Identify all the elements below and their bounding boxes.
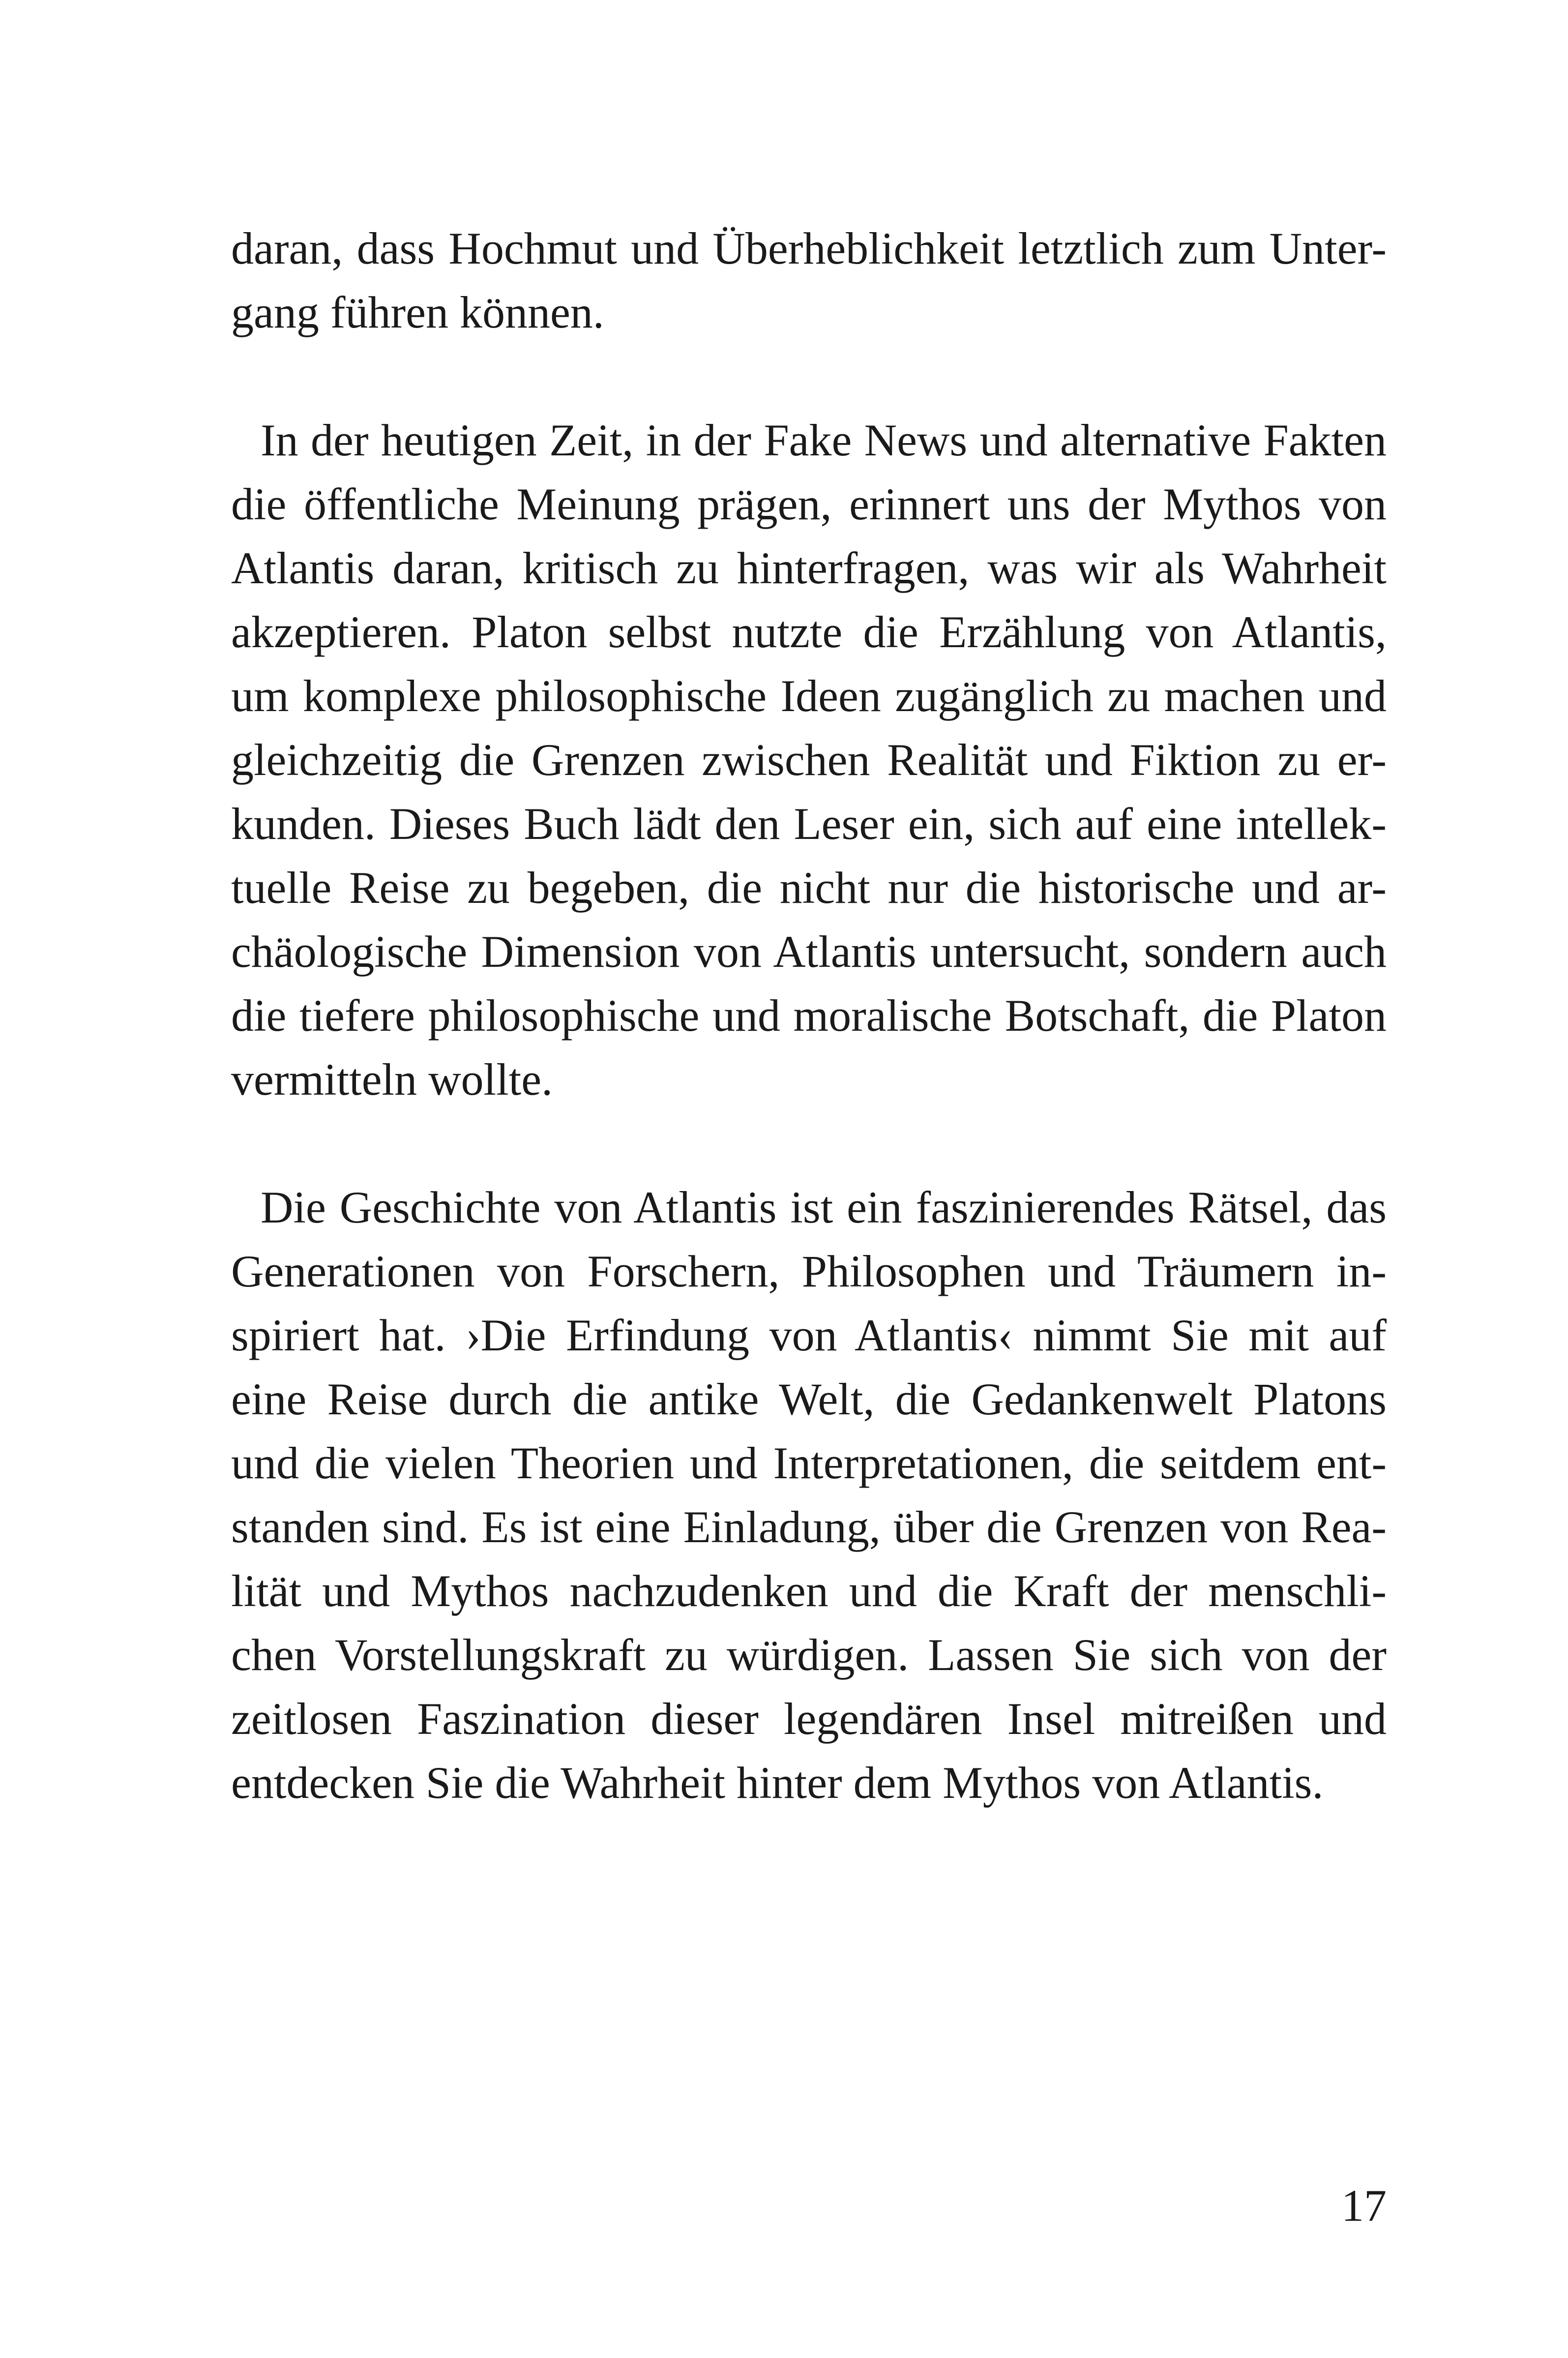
paragraph-1 bbox=[231, 216, 1387, 344]
text-line: daran, dass Hochmut und Überheblichkeit letztlich zum Unter- bbox=[231, 223, 1387, 273]
text-line: entdecken Sie die Wahrheit hinter dem Mythos von Atlantis. bbox=[231, 1758, 1324, 1808]
text-line: um komplexe philosophische Ideen zugänglich zu machen und bbox=[231, 671, 1387, 721]
text-line: Generationen von Forschern, Philosophen und Träumern in- bbox=[231, 1246, 1387, 1296]
body-text bbox=[231, 216, 1387, 1815]
text-line: lität und Mythos nachzudenken und die Kraft der menschli- bbox=[231, 1566, 1387, 1616]
text-line: die öffentliche Meinung prägen, erinnert uns der Mythos von bbox=[231, 479, 1387, 529]
text-line: die tiefere philosophische und moralische Botschaft, die Platon bbox=[231, 990, 1387, 1041]
text-line: zeitlosen Faszination dieser legendären Insel mitreißen und bbox=[231, 1694, 1387, 1744]
paragraph-3 bbox=[231, 1175, 1387, 1815]
text-line: chen Vorstellungskraft zu würdigen. Lassen Sie sich von der bbox=[231, 1630, 1387, 1680]
text-line: In der heutigen Zeit, in der Fake News und alternative Fakten bbox=[261, 415, 1387, 465]
text-line: tuelle Reise zu begeben, die nicht nur die historische und ar- bbox=[231, 863, 1387, 913]
text-line: gang führen können. bbox=[231, 287, 604, 337]
text-line: gleichzeitig die Grenzen zwischen Realität und Fiktion zu er- bbox=[231, 735, 1387, 785]
text-line: standen sind. Es ist eine Einladung, über die Grenzen von Rea- bbox=[231, 1502, 1387, 1552]
text-line: spiriert hat. ›Die Erfindung von Atlantis‹ nimmt Sie mit auf bbox=[231, 1310, 1387, 1360]
text-line: Die Geschichte von Atlantis ist ein faszinierendes Rätsel, das bbox=[261, 1182, 1387, 1232]
text-line: chäologische Dimension von Atlantis untersucht, sondern auch bbox=[231, 926, 1387, 977]
text-line: kunden. Dieses Buch lädt den Leser ein, sich auf eine intellek- bbox=[231, 799, 1387, 849]
page-number: 17 bbox=[1341, 2180, 1387, 2231]
text-line: akzeptieren. Platon selbst nutzte die Erzählung von Atlantis, bbox=[231, 607, 1387, 657]
text-line: vermitteln wollte. bbox=[231, 1054, 553, 1104]
text-line: Atlantis daran, kritisch zu hinterfragen, was wir als Wahrheit bbox=[231, 543, 1387, 593]
paragraph-2 bbox=[231, 408, 1387, 1111]
text-line: eine Reise durch die antike Welt, die Gedankenwelt Platons bbox=[231, 1374, 1387, 1424]
text-line: und die vielen Theorien und Interpretationen, die seitdem ent- bbox=[231, 1438, 1387, 1488]
